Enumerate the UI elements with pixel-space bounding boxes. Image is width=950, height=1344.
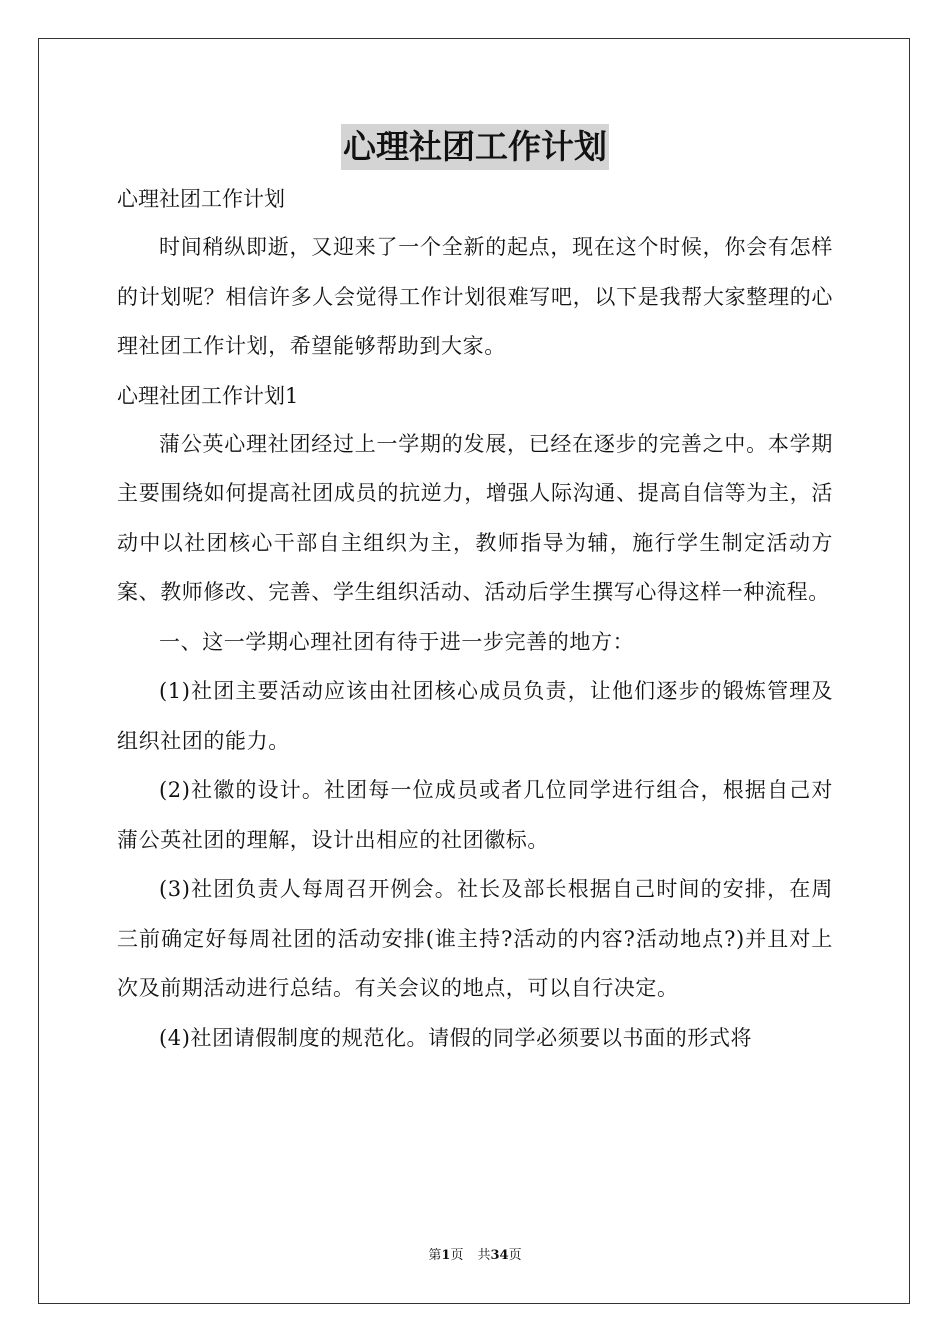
body-paragraph: (1)社团主要活动应该由社团核心成员负责，让他们逐步的锻炼管理及组织社团的能力。 xyxy=(117,679,833,753)
body-paragraph: (4)社团请假制度的规范化。请假的同学必须要以书面的形式将 xyxy=(159,1025,753,1050)
document-body xyxy=(117,175,833,1063)
body-paragraph: 蒲公英心理社团经过上一学期的发展，已经在逐步的完善之中。本学期主要围绕如何提高社团成员的抗逆力，增强人际沟通、提高自信等为主，活动中以社团核心干部自主组织为主，教师指导为辅，施行学生制定活动方案、教师修改、完善、学生组织活动、活动后学生撰写心得这样一种流程。 xyxy=(117,431,833,604)
page-footer xyxy=(0,1247,950,1265)
document-subtitle: 心理社团工作计划 xyxy=(117,187,285,211)
intro-paragraph: 时间稍纵即逝，又迎来了一个全新的起点，现在这个时候，你会有怎样的计划呢？相信许多人会觉得工作计划很难写吧，以下是我帮大家整理的心理社团工作计划，希望能够帮助到大家。 xyxy=(117,235,833,358)
body-paragraph: (3)社团负责人每周召开例会。社长及部长根据自己时间的安排，在周三前确定好每周社团的活动安排(谁主持?活动的内容?活动地点?)并且对上次及前期活动进行总结。有关会议的地点，可以自行决定。 xyxy=(117,877,833,1000)
document-title xyxy=(0,124,950,170)
body-paragraph: (2)社徽的设计。社团每一位成员或者几位同学进行组合，根据自己对蒲公英社团的理解，设计出相应的社团徽标。 xyxy=(117,778,833,852)
page-number: 1 xyxy=(441,1248,451,1263)
total-prefix: 共 xyxy=(477,1248,491,1263)
body-paragraph: 一、这一学期心理社团有待于进一步完善的地方： xyxy=(159,629,635,654)
total-pages: 34 xyxy=(490,1248,509,1263)
page-prefix: 第 xyxy=(428,1248,442,1263)
page-suffix: 页 xyxy=(450,1248,464,1263)
document-title-text: 心理社团工作计划 xyxy=(341,124,609,170)
total-suffix: 页 xyxy=(508,1248,522,1263)
section-heading: 心理社团工作计划1 xyxy=(117,383,299,408)
